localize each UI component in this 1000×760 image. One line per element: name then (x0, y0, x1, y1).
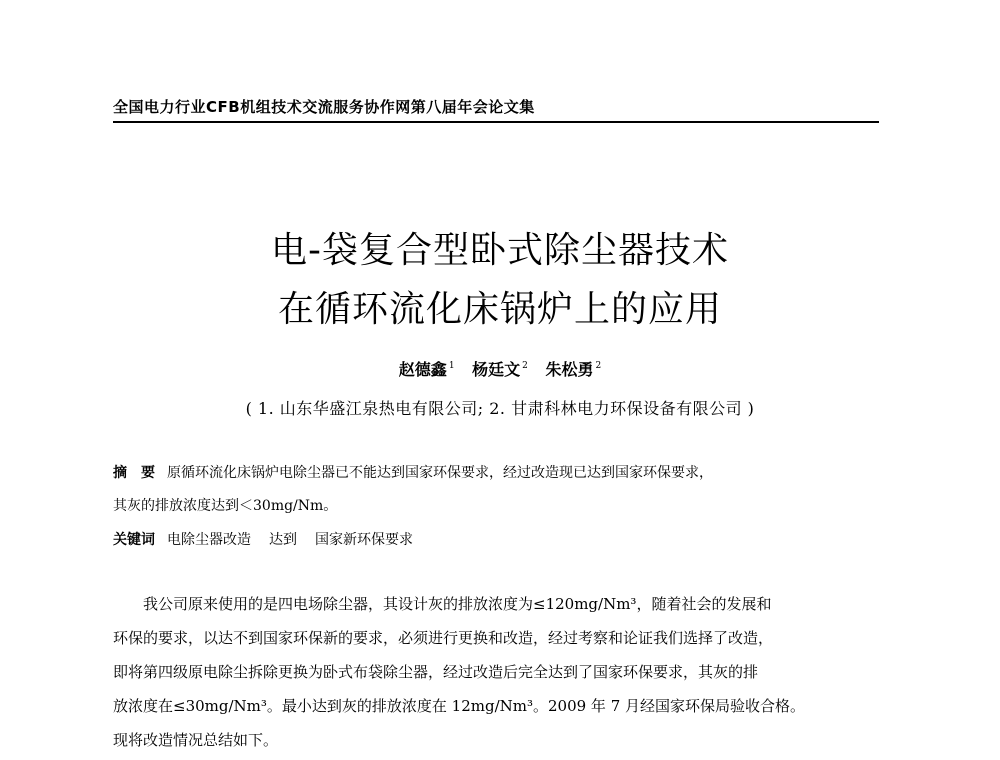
author-list (0, 357, 1000, 380)
body-paragraph-line: 环保的要求，以达不到国家环保新的要求，必须进行更换和改造，经过考察和论证我们选择了改造， (113, 629, 774, 647)
header-rule (113, 121, 879, 123)
paper-title-line-1: 电-袋复合型卧式除尘器技术 (271, 230, 729, 271)
author-name: 赵德鑫 (398, 360, 447, 379)
keyword: 国家新环保要求 (315, 532, 413, 548)
keywords-label: 关键词 (113, 532, 155, 548)
abstract-text: 原循环流化床锅炉电除尘器已不能达到国家环保要求，经过改造现已达到国家环保要求， (167, 465, 713, 481)
body-paragraph-line: 即将第四级原电除尘拆除更换为卧式布袋除尘器，经过改造后完全达到了国家环保要求，其灰的排 (113, 663, 759, 681)
author-affiliation-mark: 2 (595, 361, 602, 371)
abstract-line-1 (113, 462, 883, 482)
author-affiliation-mark: 1 (448, 361, 455, 371)
keyword: 达到 (269, 532, 297, 548)
keywords-line (113, 529, 883, 549)
author-3 (545, 360, 601, 379)
author-name: 朱松勇 (545, 360, 594, 379)
author-1 (399, 360, 455, 379)
author-2 (472, 360, 528, 379)
paper-title-line-2: 在循环流化床锅炉上的应用 (277, 289, 722, 330)
body-paragraph-line: 现将改造情况总结如下。 (113, 731, 279, 749)
body-paragraph-line: 放浓度在≤30mg/Nm³。最小达到灰的排放浓度在 12mg/Nm³。2009 年 7 月经国家环保局验收合格。 (113, 697, 806, 715)
abstract-label: 摘 要 (113, 465, 155, 481)
author-name: 杨廷文 (472, 360, 521, 379)
running-header: 全国电力行业CFB机组技术交流服务协作网第八届年会论文集 (113, 98, 535, 116)
body-paragraph-line: 我公司原来使用的是四电场除尘器，其设计灰的排放浓度为≤120mg/Nm³，随着社会的发展和 (113, 595, 772, 613)
keyword: 电除尘器改造 (167, 532, 251, 548)
author-affiliation-mark: 2 (522, 361, 528, 371)
affiliations: ( 1. 山东华盛江泉热电有限公司; 2. 甘肃科林电力环保设备有限公司 ) (245, 399, 755, 418)
abstract-line-2: 其灰的排放浓度达到＜30mg/Nm。 (113, 498, 338, 514)
